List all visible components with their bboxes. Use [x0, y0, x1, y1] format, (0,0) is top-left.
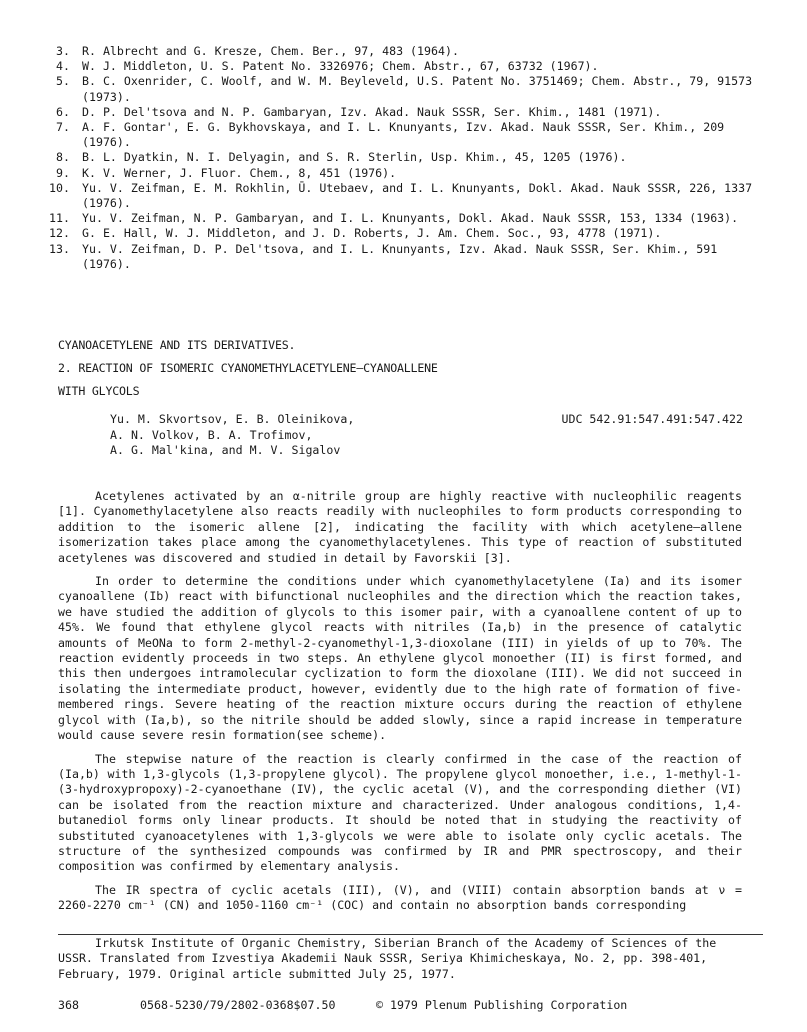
title-line-1: CYANOACETYLENE AND ITS DERIVATIVES. — [58, 338, 296, 352]
body-paragraph: Acetylenes activated by an α-nitrile group are highly reactive with nucleophilic reagents [1]. Cyanomethylacetylene also reacts readily with nucleophiles to form products corresponding to addition to the isomeric allene [2], indicating the facility with which acetylene–allene isomerization takes place among the cyanomethylacetylenes. This type of reaction of substituted acetylenes was discovered and studied in detail by Favorskii [3]. — [58, 489, 742, 565]
copyright-notice: © 1979 Plenum Publishing Corporation — [376, 998, 628, 1012]
author-line: A. N. Volkov, B. A. Trofimov, — [110, 427, 313, 442]
reference-item: 13. Yu. V. Zeifman, D. P. Del'tsova, and I. L. Knunyants, Izv. Akad. Nauk SSSR, Ser. Khim., 591 (1976). — [49, 241, 718, 271]
reference-item: 12. G. E. Hall, W. J. Middleton, and J. D. Roberts, J. Am. Chem. Soc., 93, 4778 (1971). — [49, 226, 662, 241]
udc-code: UDC 542.91:547.491:547.422 — [561, 412, 743, 426]
page-number: 368 — [58, 998, 79, 1012]
reference-item: 3. R. Albrecht and G. Kresze, Chem. Ber., 97, 483 (1964). — [56, 44, 459, 58]
body-paragraph: The stepwise nature of the reaction is clearly confirmed in the case of the reaction of (Ia,b) with 1,3-glycols (1,3-propylene glycol). The propylene glycol monoether, i.e., 1-methyl-1-(3-hydroxypropoxy)-2-cyanoethane (IV), the cyclic acetal (V), and the corresponding diether (VI) can be isolated from the reaction mixture and characterized. Under analogous conditions, 1,4-butanediol forms only linear products. It should be noted that in studying the reactivity of substituted cyanoacetylenes with 1,3-glycols we were able to isolate only cyclic acetals. The structure of the synthesized compounds was confirmed by IR and PMR spectroscopy, and their composition was confirmed by elementary analysis. — [58, 751, 742, 874]
body-paragraph: In order to determine the conditions under which cyanomethylacetylene (Ia) and its isomer cyanoallene (Ib) react with bifunctional nucleophiles and the direction which the reaction takes, we have studied the addition of glycols to this isomer pair, with a cyanoallene content of up to 45%. We found that ethylene glycol reacts with nitriles (Ia,b) in the presence of catalytic amounts of MeONa to form 2-methyl-2-cyanomethyl-1,3-dioxolane (III) in yields of up to 70%. The reaction evidently proceeds in two steps. An ethylene glycol monoether (II) is first formed, and this then undergoes intramolecular cyclization to form the dioxolane (III). We did not succeed in isolating the intermediate product, however, evidently due to the high rate of formation of five-membered rings. Severe heating of the reaction mixture occurs during the reaction of ethylene glycol with (Ia,b), so the nitrile should be added slowly, since a rapid increase in temperature would cause severe resin formation(see scheme). — [58, 574, 742, 743]
author-line: A. G. Mal'kina, and M. V. Sigalov — [110, 443, 341, 457]
footnote-divider — [58, 934, 763, 935]
reference-item: 6. D. P. Del'tsova and N. P. Gambaryan, Izv. Akad. Nauk SSSR, Ser. Khim., 1481 (1971). — [56, 104, 662, 119]
title-line-2: 2. REACTION OF ISOMERIC CYANOMETHYLACETYLENE–CYANOALLENE — [58, 361, 438, 375]
reference-item: 8. B. L. Dyatkin, N. I. Delyagin, and S. R. Sterlin, Usp. Khim., 45, 1205 (1976). — [56, 150, 627, 165]
publication-code: 0568-5230/79/2802-0368$07.50 — [140, 998, 336, 1012]
references-list — [40, 44, 770, 272]
body-paragraph: The IR spectra of cyclic acetals (III), (V), and (VIII) contain absorption bands at ν = 2260-2270 cm⁻¹ (CN) and 1050-1160 cm⁻¹ (COC) and contain no absorption bands corresponding — [58, 882, 742, 913]
author-list — [110, 412, 410, 459]
reference-item: 7. A. F. Gontar', E. G. Bykhovskaya, and I. L. Knunyants, Izv. Akad. Nauk SSSR, Ser. Khim., 209 (1976). — [56, 120, 725, 150]
reference-item: 5. B. C. Oxenrider, C. Woolf, and W. M. Beyleveld, U.S. Patent No. 3751469; Chem. Abstr., 79, 91573 (1973). — [56, 74, 753, 104]
article-title — [58, 338, 758, 407]
title-line-3: WITH GLYCOLS — [58, 384, 140, 398]
reference-item: 9. K. V. Werner, J. Fluor. Chem., 8, 451 (1976). — [56, 165, 397, 180]
reference-item: 4. W. J. Middleton, U. S. Patent No. 3326976; Chem. Abstr., 67, 63732 (1967). — [56, 59, 599, 74]
author-line: Yu. M. Skvortsov, E. B. Oleinikova, — [110, 412, 355, 426]
reference-item: 11. Yu. V. Zeifman, N. P. Gambaryan, and I. L. Knunyants, Dokl. Akad. Nauk SSSR, 153, 1334 (1963). — [49, 211, 739, 226]
article-body — [58, 489, 742, 922]
reference-item: 10. Yu. V. Zeifman, E. M. Rokhlin, Ū. Utebaev, and I. L. Knunyants, Dokl. Akad. Nauk SSSR, 226, 1337 (1976). — [49, 180, 753, 211]
affiliation-footnote: Irkutsk Institute of Organic Chemistry, Siberian Branch of the Academy of Sciences of the USSR. Translated from Izvestiya Akademii Nauk SSSR, Seriya Khimicheskaya, No. 2, pp. 398-401, February, 1979. Original article submitted July 25, 1977. — [58, 936, 717, 981]
